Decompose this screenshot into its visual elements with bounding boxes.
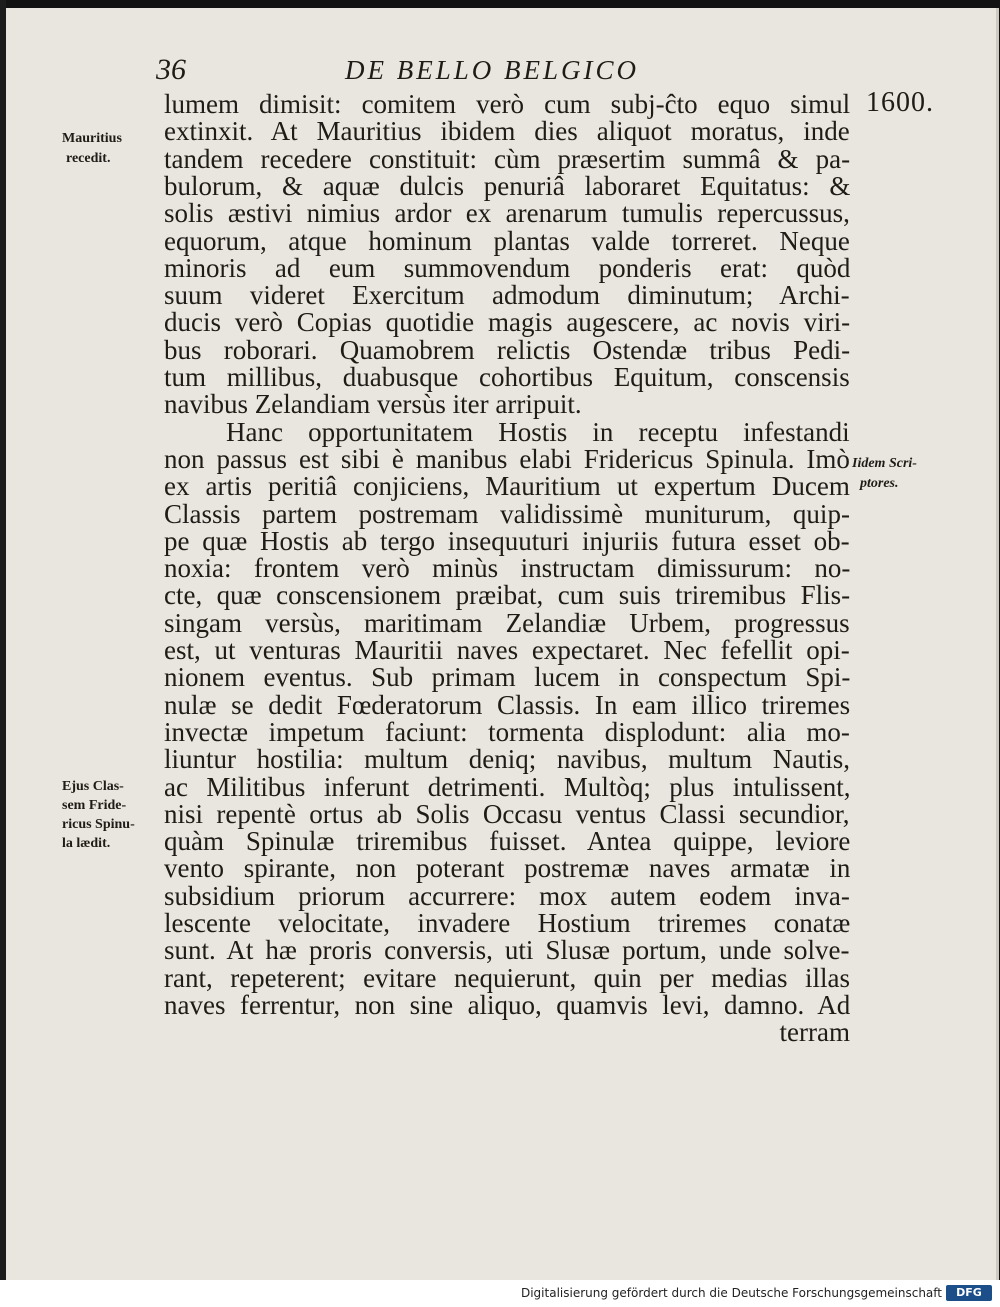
text-line: nionem eventus. Sub primam lucem in conspectum Spi- [164,662,851,693]
text-line: nisi repentè ortus ab Solis Occasu ventus Classi secundior, [164,798,850,829]
dfg-logo-icon: DFG [946,1285,992,1301]
text-line: sunt. At hæ proris conversis, uti Slusæ portum, unde solve- [164,935,850,966]
text-line: terram [779,1017,850,1048]
text-line: lumem dimisit: comitem verò cum subj-ĉto equo simul [164,89,851,119]
footer-credit: Digitalisierung gefördert durch die Deutsche Forschungsgemeinschaft [520,1286,942,1300]
text-line: singam versùs, maritimam Zelandiæ Urbem, progressus [164,607,850,638]
margin-note-iidem: Iidem Scri- [852,456,917,471]
text-line: ducis verò Copias quotidie magis augescere, ac novis viri- [164,307,851,338]
text-line: bus roborari. Quamobrem relictis Ostendæ tribus Pedi- [164,334,851,365]
text-line: solis æstivi nimius ardor ex arenarum tumulis repercussus, [164,198,850,229]
text-line: pe quæ Hostis ab tergo insequuturi injuriis futura esset ob- [164,525,850,556]
text-line: navibus Zelandiam versùs iter arripuit. [164,389,582,420]
text-line: equorum, atque hominum plantas valde torreret. Neque [164,225,850,256]
text-line: Hanc opportunitatem Hostis in receptu infestandi [226,416,850,447]
text-line: est, ut venturas Mauritii naves expectaret. Nec fefellit opi- [164,635,850,665]
text-line: nulæ se dedit Fœderatorum Classis. In eam illico triremes [164,689,851,720]
margin-note-mauritius: recedit. [66,151,111,166]
text-line: minoris ad eum summovendum ponderis erat: quòd [164,252,851,283]
text-line: tum millibus, duabusque cohortibus Equitum, conscensis [164,362,850,392]
text-line: non passus est sibi è manibus elabi Fridericus Spinula. Imò [164,443,850,474]
text-line: naves ferrentur, non sine aliquo, quamvis levi, damno. Ad [164,989,851,1020]
text-line: subsidium priorum accurrere: mox autem eodem inva- [164,880,850,911]
text-line: invectæ impetum faciunt: tormenta displodunt: alia mo- [164,716,850,747]
text-line: suum videret Exercitum admodum diminutum; Archi- [164,280,850,311]
margin-note-iidem: ptores. [860,476,899,491]
text-line: bulorum, & aquæ dulcis penuriâ laboraret Equitatus: & [164,170,851,201]
page-number: 36 [156,53,186,86]
text-line: liuntur hostilia: multum deniq; navibus, multum Nautis, [164,744,850,775]
text-line: ex artis peritiâ conjiciens, Mauritium ut expertum Ducem [164,471,850,502]
text-line: noxia: frontem verò minùs instructam dimissurum: no- [164,553,851,584]
margin-note-ejus: ricus Spinu- [62,817,135,832]
margin-note-ejus: la lædit. [62,836,111,851]
text-line: Classis partem postremam validissimè muniturum, quip- [164,498,850,529]
text-line: lescente velocitate, invadere Hostium triremes conatæ [164,908,851,938]
text-line: quàm Spinulæ triremibus fuisset. Antea quippe, leviore [164,826,851,857]
running-title: DE BELLO BELGICO [345,55,640,85]
text-line: ac Militibus inferunt detrimenti. Multòq; plus intulissent, [164,771,851,802]
text-line: tandem recedere constituit: cùm præsertim summâ & pa- [164,143,851,174]
margin-note-mauritius: Mauritius [62,131,122,146]
text-line: vento spirante, non poterant postremæ naves armatæ in [164,853,851,884]
footer-bar [0,1280,1000,1307]
text-line: rant, repeterent; evitare nequierunt, quin per medias illas [164,962,851,993]
margin-note-ejus: Ejus Clas- [62,779,124,794]
year-marker: 1600. [866,87,934,118]
text-line: extinxit. At Mauritius ibidem dies aliquot moratus, inde [164,116,850,147]
text-line: cte, quæ conscensionem præibat, cum suis triremibus Flis- [164,580,851,611]
margin-note-ejus: sem Fride- [62,798,127,813]
